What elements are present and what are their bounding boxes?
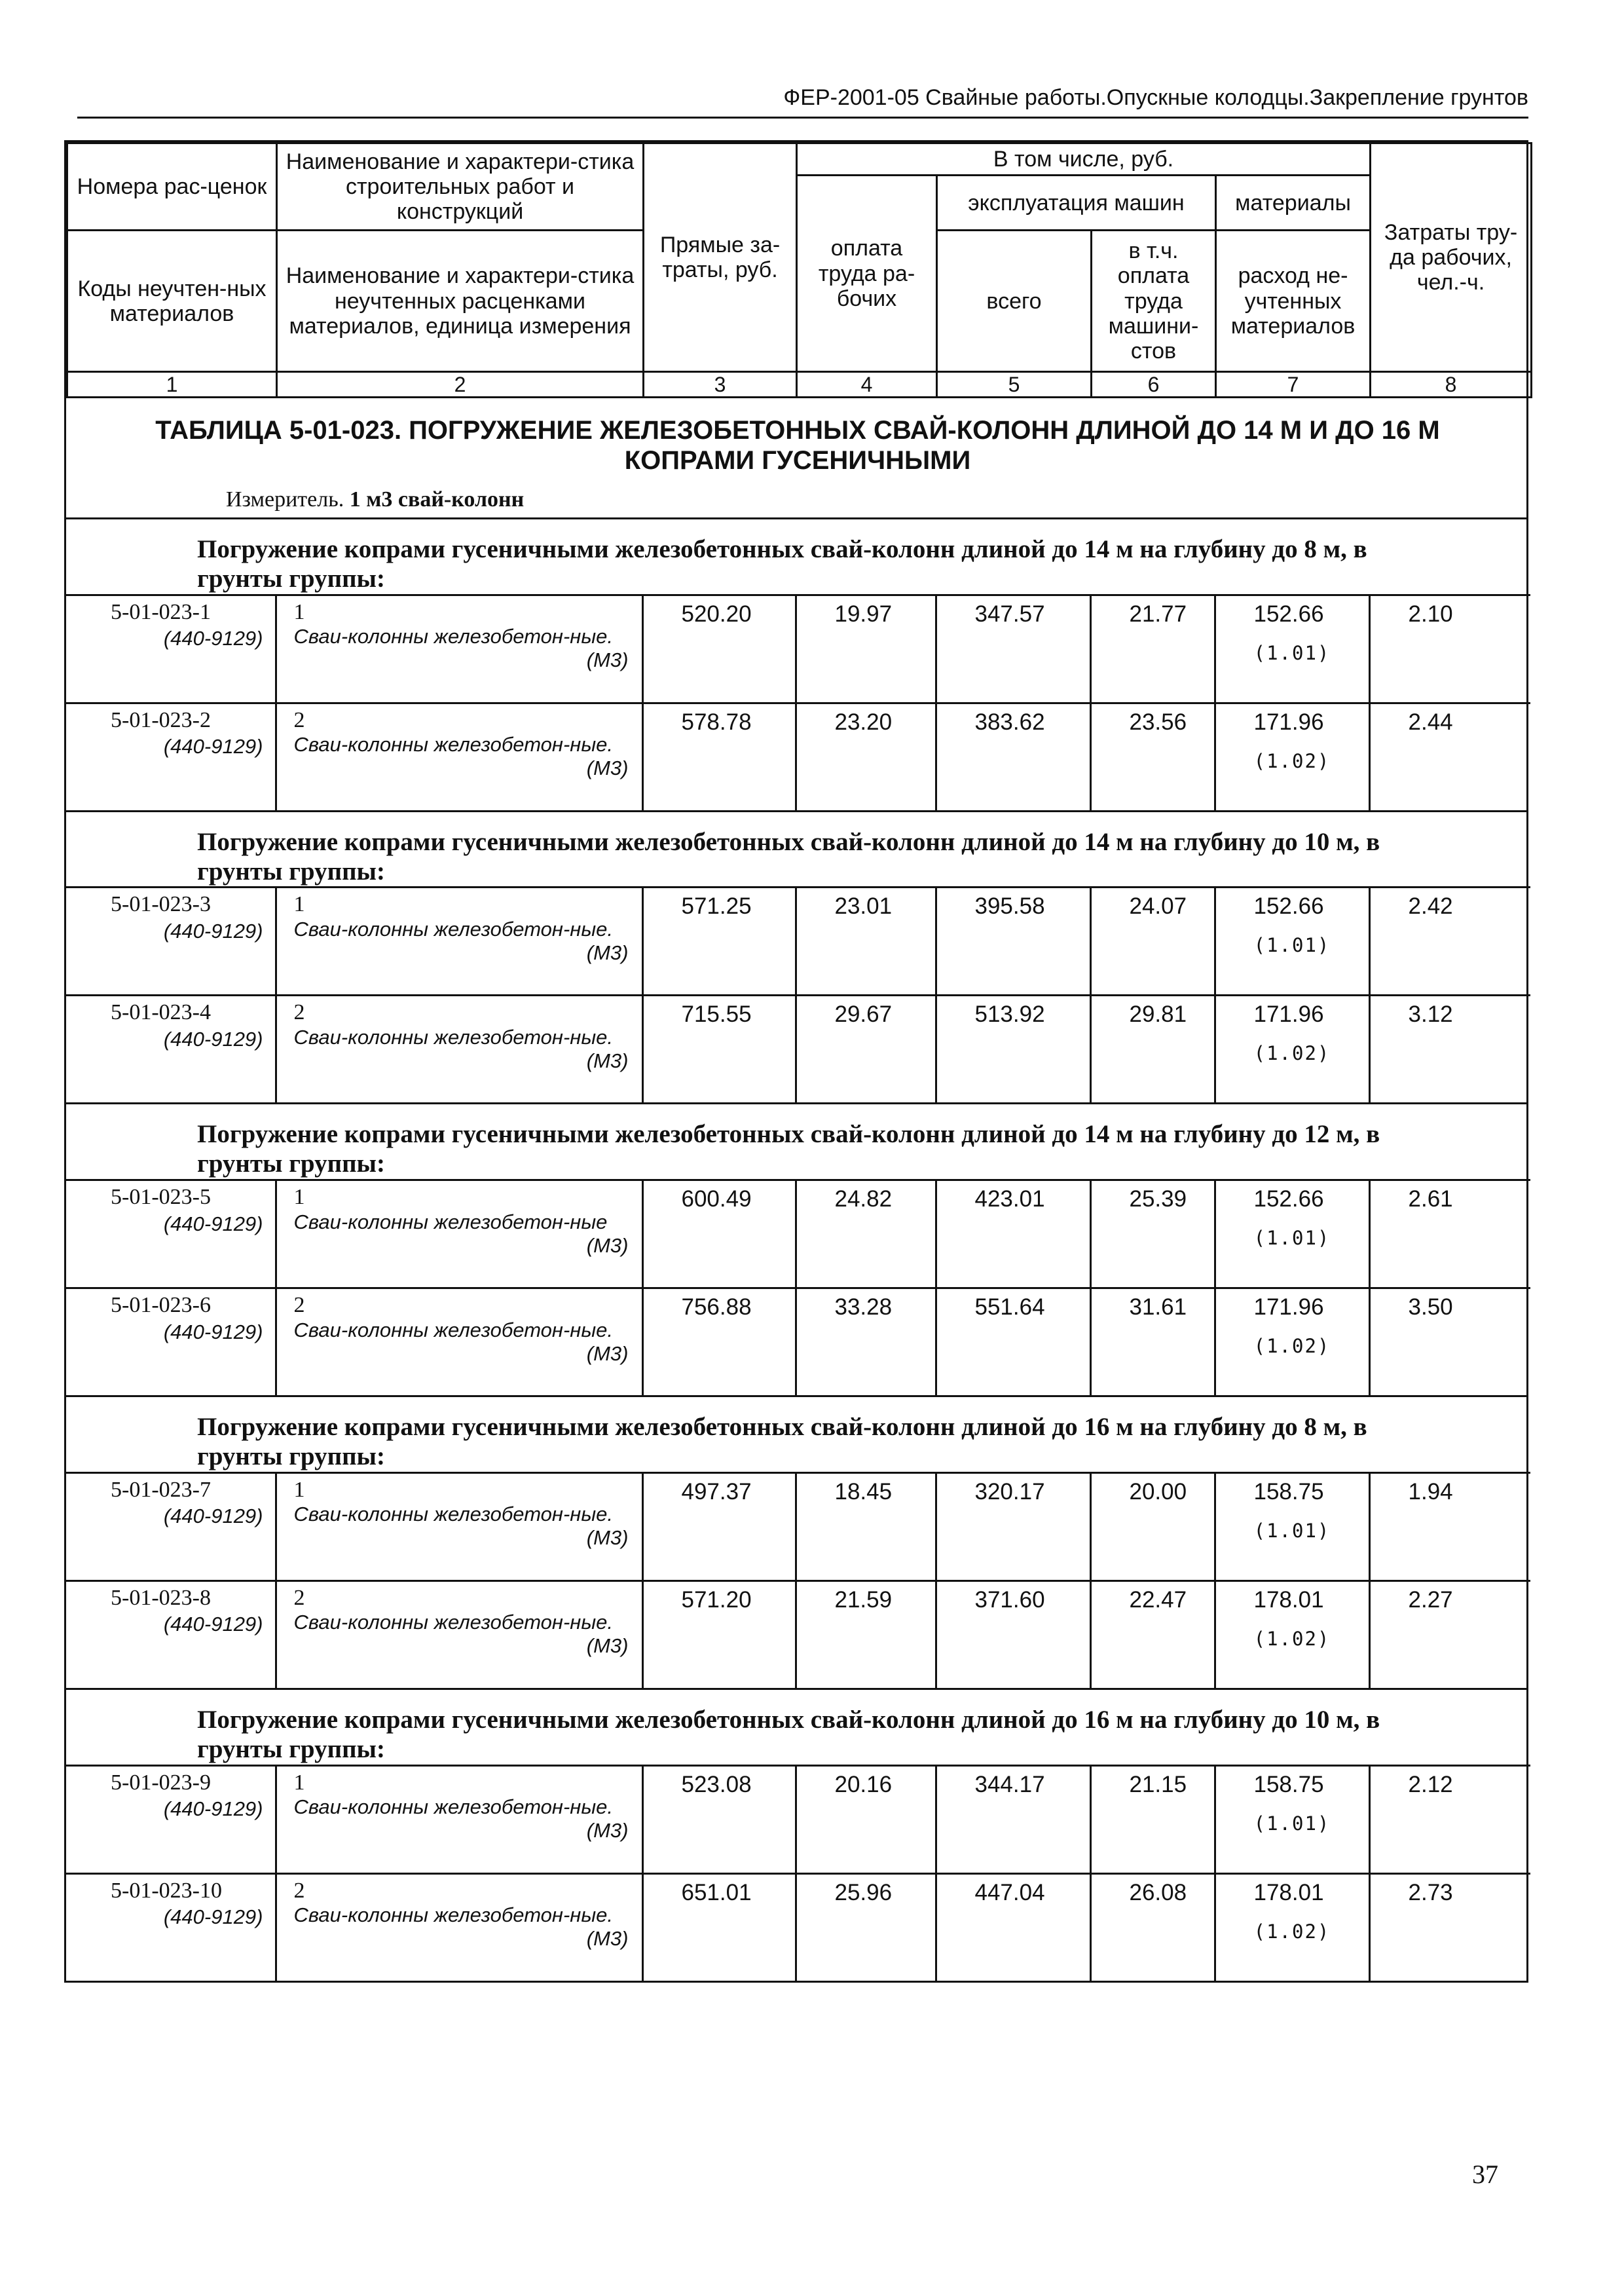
labor-hours-cell xyxy=(1369,1873,1530,1981)
material-description: Сваи-колонны железобетон-ные. xyxy=(293,1318,614,1341)
rate-group xyxy=(66,1688,1526,1981)
worker-pay: 21.59 xyxy=(834,1586,893,1613)
machinist-pay-cell xyxy=(1090,888,1215,996)
materials-cell xyxy=(1215,1581,1369,1688)
worker-pay: 29.67 xyxy=(834,1001,893,1028)
machines-total-cell xyxy=(936,1873,1090,1981)
rate-group xyxy=(66,517,1526,810)
machines-total: 513.92 xyxy=(974,1001,1045,1028)
header-work-name: Наименование и характери-стика строительных работ и конструкций xyxy=(277,143,644,231)
labor-hours: 2.42 xyxy=(1408,893,1453,920)
machinist-pay: 29.81 xyxy=(1129,1001,1187,1028)
worker-pay: 23.01 xyxy=(834,893,893,920)
description-cell xyxy=(276,1288,642,1396)
rate-code-cell xyxy=(66,1180,276,1288)
machinist-pay-cell xyxy=(1090,1288,1215,1396)
machines-total: 447.04 xyxy=(974,1879,1045,1905)
worker-pay-cell xyxy=(796,1873,936,1981)
materials-cell xyxy=(1215,595,1369,703)
labor-hours: 2.73 xyxy=(1408,1879,1453,1905)
table-row xyxy=(66,1873,1530,1981)
machinist-pay: 23.56 xyxy=(1129,709,1187,735)
soil-group-number: 1 xyxy=(293,599,305,624)
material-unit: (М3) xyxy=(586,1341,629,1365)
material-consumption: (1.01) xyxy=(1253,641,1331,664)
materials-cost: 178.01 xyxy=(1253,1586,1324,1613)
labor-hours: 2.61 xyxy=(1408,1186,1453,1212)
rate-code-cell xyxy=(66,1581,276,1688)
material-code: (440-9129) xyxy=(163,735,263,758)
direct-costs: 651.01 xyxy=(681,1879,752,1905)
soil-group-number: 1 xyxy=(293,1477,305,1502)
machinist-pay-cell xyxy=(1090,1472,1215,1581)
direct-costs: 571.20 xyxy=(681,1586,752,1613)
material-code: (440-9129) xyxy=(163,1905,263,1928)
machines-total: 320.17 xyxy=(974,1478,1045,1505)
description-cell xyxy=(276,1765,642,1873)
worker-pay-cell xyxy=(796,888,936,996)
direct-costs-cell xyxy=(642,1581,796,1688)
labor-hours: 2.44 xyxy=(1408,709,1453,735)
worker-pay-cell xyxy=(796,1581,936,1688)
materials-cell xyxy=(1215,1288,1369,1396)
header-unaccounted-materials: расход не-учтенных материалов xyxy=(1216,231,1371,372)
machines-total: 347.57 xyxy=(974,601,1045,627)
material-description: Сваи-колонны железобетон-ные. xyxy=(293,733,614,757)
column-number: 8 xyxy=(1371,372,1532,398)
material-consumption: (1.01) xyxy=(1253,934,1331,957)
labor-hours: 1.94 xyxy=(1408,1478,1453,1505)
direct-costs-cell xyxy=(642,1180,796,1288)
rate-code: 5-01-023-8 xyxy=(111,1585,211,1610)
rate-code-cell xyxy=(66,595,276,703)
rate-code: 5-01-023-5 xyxy=(111,1185,211,1210)
machinist-pay-cell xyxy=(1090,996,1215,1103)
document-page xyxy=(64,0,1528,2282)
description-cell xyxy=(276,1472,642,1581)
direct-costs: 571.25 xyxy=(681,893,752,920)
rate-group xyxy=(66,1102,1526,1395)
rate-code-cell xyxy=(66,888,276,996)
rate-groups xyxy=(66,517,1526,1980)
labor-hours: 2.27 xyxy=(1408,1586,1453,1613)
material-code: (440-9129) xyxy=(163,1797,263,1820)
material-code: (440-9129) xyxy=(163,1212,263,1235)
rate-code-cell xyxy=(66,1472,276,1581)
material-consumption: (1.02) xyxy=(1253,1335,1331,1358)
machinist-pay: 21.15 xyxy=(1129,1771,1187,1797)
page-number: 37 xyxy=(1472,2160,1498,2189)
material-unit: (М3) xyxy=(586,1634,629,1658)
direct-costs-cell xyxy=(642,1288,796,1396)
column-number: 3 xyxy=(644,372,797,398)
header-machine-operation: эксплуатация машин xyxy=(937,176,1216,231)
labor-hours-cell xyxy=(1369,1765,1530,1873)
table-row xyxy=(66,1581,1530,1688)
worker-pay-cell xyxy=(796,1288,936,1396)
machinist-pay-cell xyxy=(1090,1873,1215,1981)
material-description: Сваи-колонны железобетон-ные. xyxy=(293,1503,614,1526)
worker-pay: 25.96 xyxy=(834,1879,893,1905)
material-unit: (М3) xyxy=(586,941,629,965)
material-consumption: (1.01) xyxy=(1253,1519,1331,1542)
labor-hours-cell xyxy=(1369,996,1530,1103)
worker-pay-cell xyxy=(796,1472,936,1581)
direct-costs: 497.37 xyxy=(681,1478,752,1505)
machinist-pay-cell xyxy=(1090,1581,1215,1688)
direct-costs-cell xyxy=(642,1765,796,1873)
header-including: В том числе, руб. xyxy=(797,143,1371,176)
material-code: (440-9129) xyxy=(163,1505,263,1528)
labor-hours-cell xyxy=(1369,1180,1530,1288)
group-title-line1: Погружение копрами гусеничными железобетонных свай-колонн длиной до 14 м на глубину до 10 м, в xyxy=(197,827,1380,856)
material-unit: (М3) xyxy=(586,757,629,780)
worker-pay: 18.45 xyxy=(834,1478,893,1505)
column-number: 7 xyxy=(1216,372,1371,398)
rate-code: 5-01-023-3 xyxy=(111,892,211,917)
group-title-line2: грунты группы: xyxy=(197,1734,385,1763)
worker-pay-cell xyxy=(796,1180,936,1288)
group-rows xyxy=(66,886,1530,1102)
measure-label: Измеритель. xyxy=(226,487,344,512)
table-row xyxy=(66,1288,1530,1396)
group-title-line1: Погружение копрами гусеничными железобетонных свай-колонн длиной до 16 м на глубину до 10 м, в xyxy=(197,1705,1380,1734)
table-header xyxy=(66,142,1532,398)
materials-cell xyxy=(1215,996,1369,1103)
rate-code-cell xyxy=(66,996,276,1103)
direct-costs-cell xyxy=(642,1873,796,1981)
group-title-line2: грунты группы: xyxy=(197,857,385,886)
description-cell xyxy=(276,595,642,703)
column-number: 2 xyxy=(277,372,644,398)
direct-costs: 756.88 xyxy=(681,1294,752,1320)
group-title xyxy=(66,1395,1526,1472)
material-code: (440-9129) xyxy=(163,1613,263,1636)
machines-total-cell xyxy=(936,1765,1090,1873)
table-row xyxy=(66,1180,1530,1288)
description-cell xyxy=(276,1581,642,1688)
materials-cell xyxy=(1215,1873,1369,1981)
machinist-pay-cell xyxy=(1090,595,1215,703)
labor-hours-cell xyxy=(1369,595,1530,703)
rate-code: 5-01-023-10 xyxy=(111,1878,222,1903)
rate-code: 5-01-023-6 xyxy=(111,1293,211,1318)
material-description: Сваи-колонны железобетон-ные. xyxy=(293,625,614,648)
labor-hours: 2.10 xyxy=(1408,601,1453,627)
group-title-line1: Погружение копрами гусеничными железобетонных свай-колонн длиной до 16 м на глубину до 8 м, в xyxy=(197,1413,1367,1442)
measure-unit xyxy=(66,476,1526,517)
group-title-line1: Погружение копрами гусеничными железобетонных свай-колонн длиной до 14 м на глубину до 8 м, в xyxy=(197,535,1367,564)
machinist-pay: 21.77 xyxy=(1129,601,1187,627)
material-consumption: (1.02) xyxy=(1253,1627,1331,1650)
column-number: 6 xyxy=(1092,372,1216,398)
materials-cost: 152.66 xyxy=(1253,893,1324,920)
group-title-line1: Погружение копрами гусеничными железобетонных свай-колонн длиной до 14 м на глубину до 12 м, в xyxy=(197,1120,1380,1149)
table-row xyxy=(66,703,1530,810)
group-title xyxy=(66,1102,1526,1179)
machinist-pay: 25.39 xyxy=(1129,1186,1187,1212)
soil-group-number: 1 xyxy=(293,892,305,917)
rate-code-cell xyxy=(66,703,276,810)
materials-cost: 152.66 xyxy=(1253,1186,1324,1212)
worker-pay-cell xyxy=(796,595,936,703)
direct-costs: 578.78 xyxy=(681,709,752,735)
soil-group-number: 2 xyxy=(293,1293,305,1318)
table-row xyxy=(66,888,1530,996)
group-title-line2: грунты группы: xyxy=(197,1442,385,1470)
direct-costs: 715.55 xyxy=(681,1001,752,1028)
rate-code: 5-01-023-7 xyxy=(111,1477,211,1502)
material-unit: (М3) xyxy=(586,1927,629,1951)
measure-value: 1 м3 свай-колонн xyxy=(349,487,525,512)
material-consumption: (1.02) xyxy=(1253,1920,1331,1943)
header-labor-hours: Затраты тру-да рабочих, чел.-ч. xyxy=(1371,143,1532,372)
column-number: 4 xyxy=(797,372,937,398)
worker-pay: 33.28 xyxy=(834,1294,893,1320)
material-description: Сваи-колонны железобетон-ные. xyxy=(293,1025,614,1049)
table-row xyxy=(66,1472,1530,1581)
labor-hours-cell xyxy=(1369,1472,1530,1581)
machinist-pay-cell xyxy=(1090,703,1215,810)
material-code: (440-9129) xyxy=(163,1320,263,1343)
column-numbers-row xyxy=(67,372,1532,398)
direct-costs: 520.20 xyxy=(681,601,752,627)
worker-pay: 20.16 xyxy=(834,1771,893,1797)
materials-cell xyxy=(1215,1472,1369,1581)
machines-total-cell xyxy=(936,595,1090,703)
group-title xyxy=(66,517,1526,594)
labor-hours: 3.12 xyxy=(1408,1001,1453,1028)
soil-group-number: 2 xyxy=(293,1000,305,1025)
rate-code: 5-01-023-4 xyxy=(111,1000,211,1025)
machinist-pay-cell xyxy=(1090,1180,1215,1288)
materials-cost: 171.96 xyxy=(1253,1001,1324,1028)
group-title xyxy=(66,810,1526,887)
rate-code-cell xyxy=(66,1288,276,1396)
materials-cost: 171.96 xyxy=(1253,709,1324,735)
header-rate-numbers: Номера рас-ценок xyxy=(67,143,277,231)
description-cell xyxy=(276,1873,642,1981)
labor-hours: 2.12 xyxy=(1408,1771,1453,1797)
materials-cost: 171.96 xyxy=(1253,1294,1324,1320)
material-unit: (М3) xyxy=(586,1819,629,1842)
materials-cost: 178.01 xyxy=(1253,1879,1324,1905)
material-description: Сваи-колонны железобетон-ные. xyxy=(293,1611,614,1634)
group-rows xyxy=(66,594,1530,810)
materials-cell xyxy=(1215,1180,1369,1288)
column-number: 1 xyxy=(67,372,277,398)
machines-total-cell xyxy=(936,703,1090,810)
soil-group-number: 2 xyxy=(293,1878,305,1903)
group-rows xyxy=(66,1472,1530,1688)
machines-total-cell xyxy=(936,1180,1090,1288)
description-cell xyxy=(276,996,642,1103)
materials-cost: 158.75 xyxy=(1253,1478,1324,1505)
rate-code-cell xyxy=(66,1765,276,1873)
direct-costs-cell xyxy=(642,703,796,810)
table-title: ТАБЛИЦА 5-01-023. ПОГРУЖЕНИЕ ЖЕЛЕЗОБЕТОННЫХ СВАЙ-КОЛОНН ДЛИНОЙ ДО 14 М И ДО 16 М КОПРАМИ ГУСЕНИЧНЫМИ xyxy=(155,416,1440,476)
soil-group-number: 2 xyxy=(293,707,305,732)
materials-cost: 158.75 xyxy=(1253,1771,1324,1797)
price-table xyxy=(64,140,1528,1983)
soil-group-number: 2 xyxy=(293,1585,305,1610)
labor-hours-cell xyxy=(1369,888,1530,996)
material-code: (440-9129) xyxy=(163,627,263,650)
header-machinist-pay: в т.ч. оплата труда машини-стов xyxy=(1092,231,1216,372)
group-title-line2: грунты группы: xyxy=(197,1150,385,1178)
worker-pay-cell xyxy=(796,703,936,810)
rate-code: 5-01-023-1 xyxy=(111,599,211,624)
labor-hours: 3.50 xyxy=(1408,1294,1453,1320)
direct-costs-cell xyxy=(642,888,796,996)
labor-hours-cell xyxy=(1369,703,1530,810)
labor-hours-cell xyxy=(1369,1581,1530,1688)
machines-total: 371.60 xyxy=(974,1586,1045,1613)
machinist-pay-cell xyxy=(1090,1765,1215,1873)
direct-costs-cell xyxy=(642,1472,796,1581)
machines-total-cell xyxy=(936,1288,1090,1396)
header-worker-pay: оплата труда ра-бочих xyxy=(797,176,937,372)
machines-total: 395.58 xyxy=(974,893,1045,920)
worker-pay: 19.97 xyxy=(834,601,893,627)
machinist-pay: 26.08 xyxy=(1129,1879,1187,1905)
material-code: (440-9129) xyxy=(163,919,263,943)
material-consumption: (1.01) xyxy=(1253,1227,1331,1250)
machines-total: 551.64 xyxy=(974,1294,1045,1320)
direct-costs: 523.08 xyxy=(681,1771,752,1797)
table-row xyxy=(66,595,1530,703)
header-material-codes: Коды неучтен-ных материалов xyxy=(67,231,277,372)
rate-group xyxy=(66,810,1526,1103)
rate-code: 5-01-023-9 xyxy=(111,1770,211,1795)
machinist-pay: 31.61 xyxy=(1129,1294,1187,1320)
material-unit: (М3) xyxy=(586,648,629,672)
labor-hours-cell xyxy=(1369,1288,1530,1396)
material-description: Сваи-колонны железобетон-ные xyxy=(293,1210,608,1233)
header-machines-total: всего xyxy=(937,231,1092,372)
material-unit: (М3) xyxy=(586,1233,629,1257)
machines-total: 344.17 xyxy=(974,1771,1045,1797)
description-cell xyxy=(276,703,642,810)
rate-code: 5-01-023-2 xyxy=(111,707,211,732)
running-head: ФЕР-2001-05 Свайные работы.Опускные колодцы.Закрепление грунтов xyxy=(783,85,1528,110)
soil-group-number: 1 xyxy=(293,1770,305,1795)
material-unit: (М3) xyxy=(586,1526,629,1550)
machinist-pay: 22.47 xyxy=(1129,1586,1187,1613)
header-direct-costs: Прямые за-траты, руб. xyxy=(644,143,797,372)
table-row xyxy=(66,1765,1530,1873)
worker-pay-cell xyxy=(796,1765,936,1873)
description-cell xyxy=(276,888,642,996)
soil-group-number: 1 xyxy=(293,1185,305,1210)
material-description: Сваи-колонны железобетон-ные. xyxy=(293,1903,614,1926)
column-number: 5 xyxy=(937,372,1092,398)
direct-costs-cell xyxy=(642,996,796,1103)
group-title-line2: грунты группы: xyxy=(197,564,385,593)
machinist-pay: 24.07 xyxy=(1129,893,1187,920)
worker-pay-cell xyxy=(796,996,936,1103)
material-code: (440-9129) xyxy=(163,1027,263,1051)
machines-total: 383.62 xyxy=(974,709,1045,735)
material-description: Сваи-колонны железобетон-ные. xyxy=(293,1795,614,1818)
machines-total-cell xyxy=(936,888,1090,996)
header-materials: материалы xyxy=(1216,176,1371,231)
materials-cost: 152.66 xyxy=(1253,601,1324,627)
material-consumption: (1.02) xyxy=(1253,1042,1331,1065)
direct-costs: 600.49 xyxy=(681,1186,752,1212)
header-material-name: Наименование и характери-стика неучтенных расценками материалов, единица измерения xyxy=(277,231,644,372)
material-consumption: (1.01) xyxy=(1253,1812,1331,1835)
rate-group xyxy=(66,1395,1526,1688)
worker-pay: 24.82 xyxy=(834,1186,893,1212)
machines-total-cell xyxy=(936,996,1090,1103)
worker-pay: 23.20 xyxy=(834,709,893,735)
machinist-pay: 20.00 xyxy=(1129,1478,1187,1505)
material-consumption: (1.02) xyxy=(1253,749,1331,772)
material-description: Сваи-колонны железобетон-ные. xyxy=(293,917,614,941)
machines-total-cell xyxy=(936,1472,1090,1581)
material-unit: (М3) xyxy=(586,1049,629,1073)
group-rows xyxy=(66,1179,1530,1395)
group-rows xyxy=(66,1765,1530,1981)
machines-total: 423.01 xyxy=(974,1186,1045,1212)
materials-cell xyxy=(1215,1765,1369,1873)
rate-code-cell xyxy=(66,1873,276,1981)
header-rule xyxy=(77,117,1528,119)
materials-cell xyxy=(1215,888,1369,996)
description-cell xyxy=(276,1180,642,1288)
machines-total-cell xyxy=(936,1581,1090,1688)
materials-cell xyxy=(1215,703,1369,810)
group-title xyxy=(66,1688,1526,1765)
direct-costs-cell xyxy=(642,595,796,703)
table-row xyxy=(66,996,1530,1103)
